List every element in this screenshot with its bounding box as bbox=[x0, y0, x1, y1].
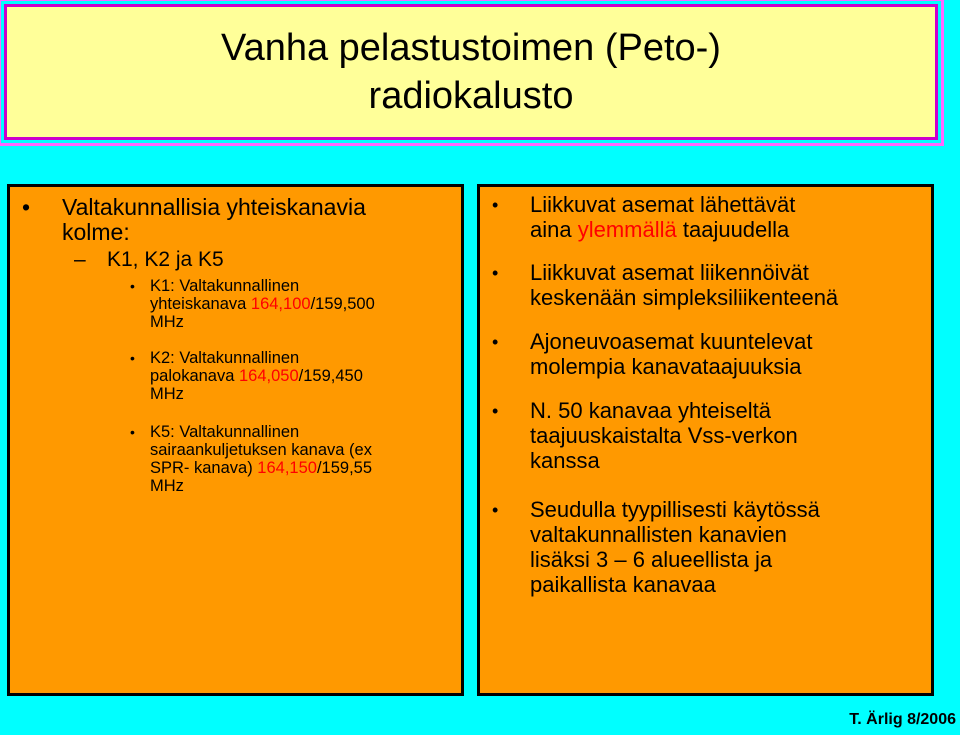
title-line-1: Vanha pelastustoimen (Peto-) bbox=[221, 27, 721, 69]
bullet-icon: • bbox=[492, 500, 499, 520]
highlight-word: ylemmällä bbox=[577, 217, 677, 242]
right-item-4-line-1: N. 50 kanavaa yhteiseltä bbox=[530, 398, 771, 423]
k1-line-1: K1: Valtakunnallinen bbox=[150, 277, 300, 295]
k1-frequency: 164,100 bbox=[250, 295, 311, 313]
right-item-5-line-3: lisäksi 3 – 6 alueellista ja bbox=[530, 547, 773, 572]
right-item-2-line-2: keskenään simpleksiliikenteenä bbox=[530, 285, 839, 310]
k5-line-2: sairaankuljetuksen kanava (ex bbox=[150, 441, 372, 459]
k2-frequency: 164,050 bbox=[239, 367, 299, 385]
bullet-icon: • bbox=[492, 332, 499, 352]
right-item-3-line-1: Ajoneuvoasemat kuuntelevat bbox=[530, 329, 813, 354]
left-panel bbox=[7, 184, 464, 696]
bullet-icon: • bbox=[130, 278, 135, 294]
k2-line-1: K2: Valtakunnallinen bbox=[150, 349, 300, 367]
k5-line-1: K5: Valtakunnallinen bbox=[150, 423, 300, 441]
k2-line-3: MHz bbox=[150, 385, 184, 403]
title-box bbox=[4, 4, 938, 140]
title-line-2: radiokalusto bbox=[368, 75, 574, 117]
right-panel bbox=[477, 184, 934, 696]
right-item-3-line-2: molempia kanavataajuuksia bbox=[530, 354, 802, 379]
author-credit: T. Ärlig 8/2006 bbox=[849, 711, 956, 728]
right-item-5-line-4: paikallista kanavaa bbox=[530, 572, 716, 597]
left-sub-heading: K1, K2 ja K5 bbox=[107, 248, 224, 271]
bullet-icon: • bbox=[22, 194, 31, 220]
left-bullet-line-1: Valtakunnallisia yhteiskanavia bbox=[62, 194, 366, 220]
right-item-4-line-2: taajuuskaistalta Vss-verkon bbox=[530, 423, 798, 448]
bullet-icon: • bbox=[130, 350, 135, 366]
left-bullet-line-2: kolme: bbox=[62, 219, 130, 245]
k5-line-4: MHz bbox=[150, 477, 184, 495]
k2-line-2: palokanava 164,050/159,450 bbox=[150, 367, 363, 385]
k1-line-2: yhteiskanava 164,100/159,500 bbox=[150, 295, 375, 313]
k1-line-3: MHz bbox=[150, 313, 184, 331]
bullet-icon: • bbox=[130, 424, 135, 440]
right-item-1-line-1: Liikkuvat asemat lähettävät bbox=[530, 192, 796, 217]
bullet-icon: • bbox=[492, 263, 499, 283]
right-item-4-line-3: kanssa bbox=[530, 448, 600, 473]
right-item-1-line-2: aina ylemmällä taajuudella bbox=[530, 217, 790, 242]
right-item-5-line-1: Seudulla tyypillisesti käytössä bbox=[530, 497, 820, 522]
right-item-2-line-1: Liikkuvat asemat liikennöivät bbox=[530, 260, 809, 285]
bullet-icon: • bbox=[492, 401, 499, 421]
bullet-icon: • bbox=[492, 195, 499, 215]
k5-line-3: SPR- kanava) 164,150/159,55 bbox=[150, 459, 373, 477]
right-item-5-line-2: valtakunnallisten kanavien bbox=[530, 522, 787, 547]
dash-icon: – bbox=[74, 248, 86, 271]
k5-frequency: 164,150 bbox=[257, 459, 317, 477]
